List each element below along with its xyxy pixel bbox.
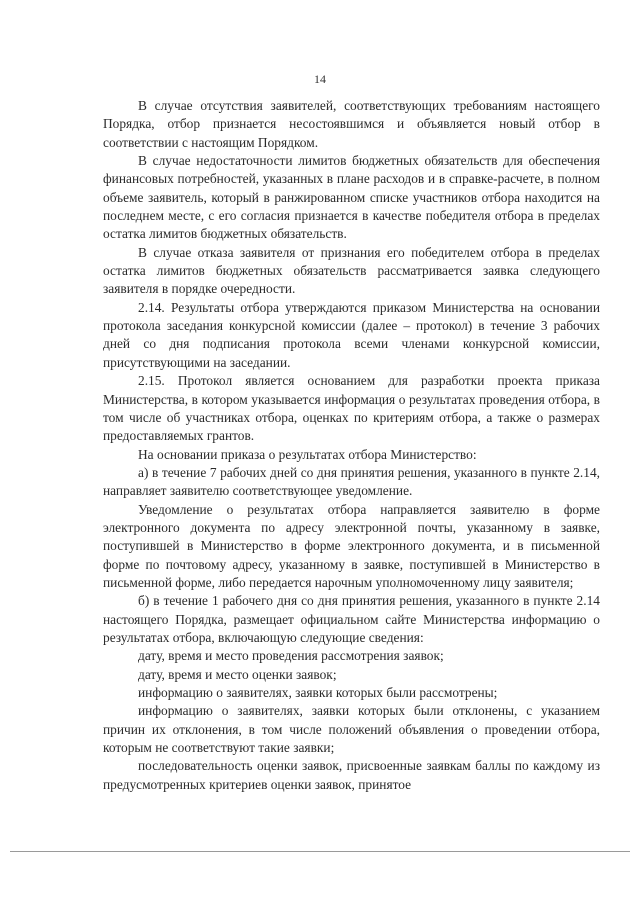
paragraph-no-applicants: В случае отсутствия заявителей, соответствующих требованиям настоящего Порядка, отбор признается несостоявшимся и объявляется новый отбор в соответствии с настоящим Порядком. [103, 98, 600, 150]
paragraph-notification: Уведомление о результатах отбора направляется заявителю в форме электронного документа по адресу электронной почты, указанному в заявке, поступившей в Министерство в форме электронного документа, и в письменной форме по почтовому адресу, указанному в заявке, поступившей в Министерство в письменной форме, либо передается нарочным уполномоченному лицу заявителя; [103, 501, 600, 590]
page-bottom-rule [10, 851, 630, 852]
page-number: 14 [314, 72, 326, 86]
document-body [103, 97, 600, 794]
paragraph-2-15: 2.15. Протокол является основанием для разработки проекта приказа Министерства, в котором указывается информация о результатах проведения отбора, в том числе об участниках отбора, оценках по критериям отбора, а также о размерах предоставляемых грантов. [103, 373, 600, 444]
list-item-reviewed-applicants: информацию о заявителях, заявки которых были рассмотрены; [138, 685, 498, 700]
paragraph-item-a: а) в течение 7 рабочих дней со дня принятия решения, указанного в пункте 2.14, направляет заявителю соответствующее уведомление. [103, 464, 600, 499]
list-item-evaluation-sequence: последовательность оценки заявок, присвоенные заявкам баллы по каждому из предусмотренных критериев оценки заявок, принятое [103, 758, 600, 792]
paragraph-2-14: 2.14. Результаты отбора утверждаются приказом Министерства на основании протокола заседания конкурсной комиссии (далее – протокол) в течение 3 рабочих дней со дня подписания протокола всеми членами конкурсной комиссии, присутствующими на заседании. [103, 299, 600, 370]
paragraph-insufficient-limits: В случае недостаточности лимитов бюджетных обязательств для обеспечения финансовых потребностей, указанных в плане расходов и в справке-расчете, в полном объеме заявитель, который в ранжированном списке участников отбора находится на последнем месте, с его согласия признается в качестве победителя отбора в пределах остатка лимитов бюджетных обязательств. [103, 153, 600, 242]
paragraph-item-b: б) в течение 1 рабочего дня со дня принятия решения, указанного в пункте 2.14 настоящего Порядка, размещает официальном сайте Министерства информацию о результатах отбора, включающую следующие сведения: [103, 593, 600, 645]
paragraph-refusal: В случае отказа заявителя от признания его победителем отбора в пределах остатка лимитов бюджетных обязательств рассматривается заявка следующего заявителя в порядке очередности. [103, 244, 600, 297]
list-item-rejected-applicants: информацию о заявителях, заявки которых были отклонены, с указанием причин их отклонения, в том числе положений объявления о проведении отбора, которым не соответствуют такие заявки; [103, 703, 600, 756]
paragraph-based-on-order: На основании приказа о результатах отбора Министерство: [138, 446, 477, 462]
list-item-evaluation-date: дату, время и место оценки заявок; [138, 666, 337, 682]
list-item-review-date: дату, время и место проведения рассмотрения заявок; [138, 648, 444, 664]
